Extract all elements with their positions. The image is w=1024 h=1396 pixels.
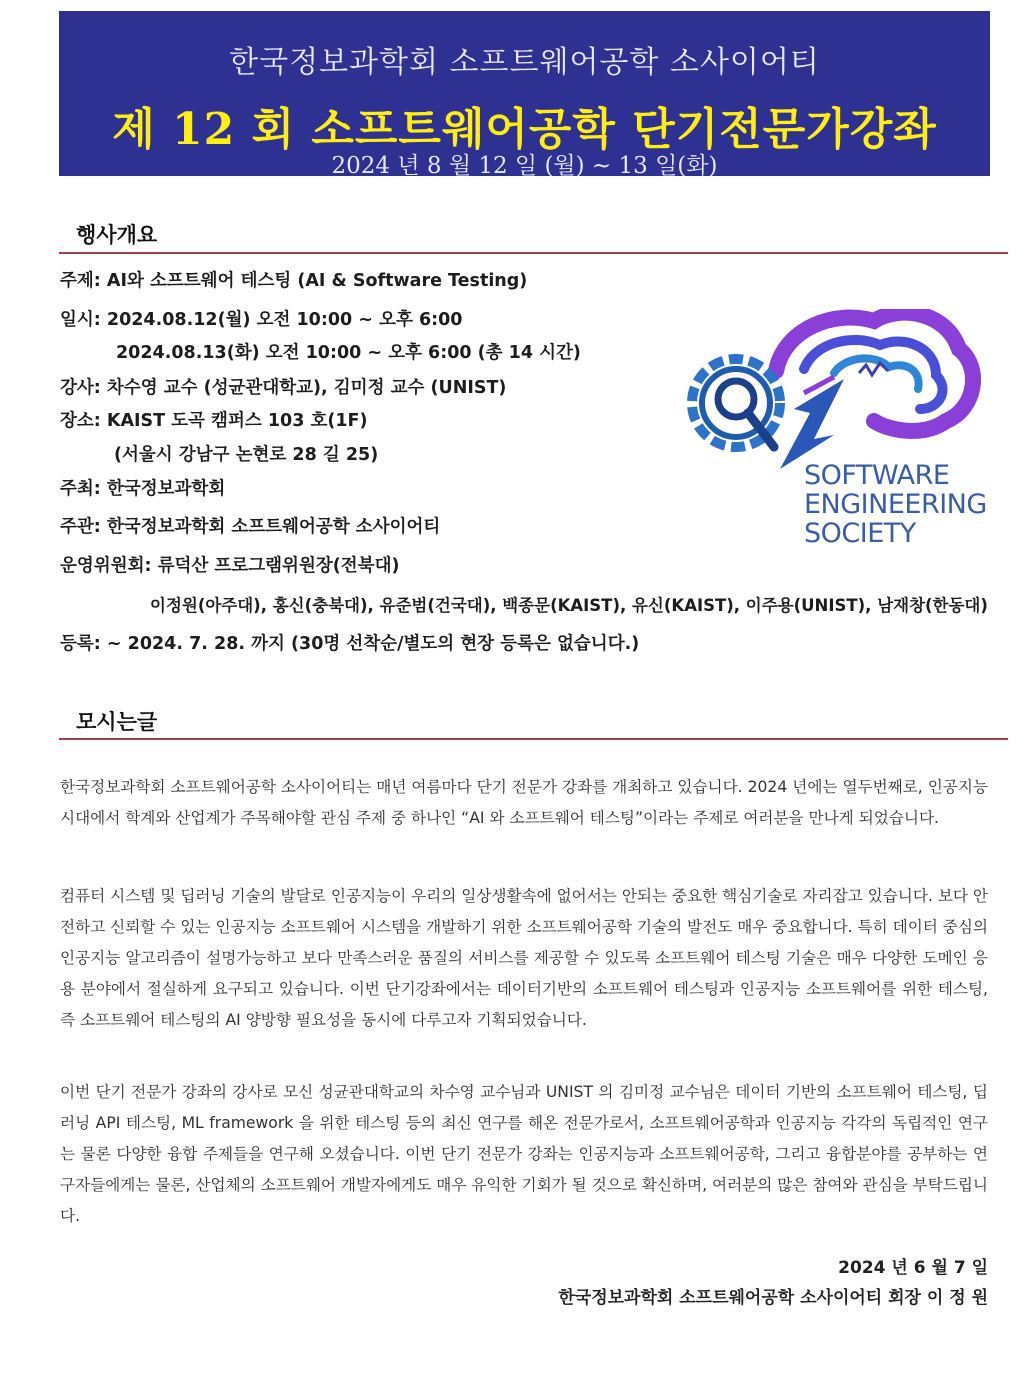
lecturers-line: 강사: 차수영 교수 (성균관대학교), 김미정 교수 (UNIST) bbox=[60, 378, 507, 398]
section-divider bbox=[59, 252, 1008, 254]
logo-text-society: SOCIETY bbox=[804, 518, 916, 549]
organization-title: 한국정보과학회 소프트웨어공학 소사이어티 bbox=[229, 45, 820, 80]
organizer-line: 주관: 한국정보과학회 소프트웨어공학 소사이어티 bbox=[60, 517, 441, 537]
section-divider bbox=[59, 738, 1008, 740]
event-title: 제 12 회 소프트웨어공학 단기전문가강좌 bbox=[112, 104, 937, 155]
date-line-2: 2024.08.13(화) 오전 10:00 ~ 오후 6:00 (총 14 시간) bbox=[116, 343, 581, 363]
header-banner bbox=[59, 11, 990, 179]
invitation-paragraph-1: 한국정보과학회 소프트웨어공학 소사이어티는 매년 여름마다 단기 전문가 강좌를 개최하고 있습니다. 2024 년에는 열두번째로, 인공지능시대에서 학계와 산업계가 주목해야할 관심 주제 중 하나인 “AI 와 소프트웨어 테스팅”이라는 주제로 여러분을 만나게 되었습니다. bbox=[60, 778, 988, 827]
invitation-paragraph-3: 이번 단기 전문가 강좌의 강사로 모신 성균관대학교의 차수영 교수님과 UNIST 의 김미정 교수님은 데이터 기반의 소프트웨어 테스팅, 딥러닝 API 테스팅, ML framework 을 위한 테스팅 등의 최신 연구를 해온 전문가로서, 소프트웨어공학과 인공지능 각각의 독립적인 연구는 물론 다양한 융합 주제들을 연구해 오셨습니다. 이번 단기 전문가 강좌는 인공지능과 소프트웨어공학, 그리고 융합분야를 공부하는 연구자들에게는 물론, 산업체의 소프트웨어 개발자에게도 매우 유익한 기회가 될 것으로 확신하며, 여러분의 많은 참여와 관심을 부탁드립니다. bbox=[60, 1083, 988, 1225]
committee-line: 운영위원회: 류덕산 프로그램위원장(전북대) bbox=[60, 556, 400, 576]
overview-heading: 행사개요 bbox=[76, 223, 158, 247]
venue-line-1: 장소: KAIST 도곡 캠퍼스 103 호(1F) bbox=[60, 411, 368, 431]
date-line-1: 일시: 2024.08.12(월) 오전 10:00 ~ 오후 6:00 bbox=[60, 310, 463, 330]
invitation-paragraph-2: 컴퓨터 시스템 및 딥러닝 기술의 발달로 인공지능이 우리의 일상생활속에 없어서는 안되는 중요한 핵심기술로 자리잡고 있습니다. 보다 안전하고 신뢰할 수 있는 인공지능 소프트웨어 시스템을 개발하기 위한 소프트웨어공학 기술의 발전도 매우 중요합니다. 특히 데이터 중심의 인공지능 알고리즘이 설명가능하고 보다 만족스러운 품질의 서비스를 제공할 수 있도록 소프트웨어 테스팅 기술은 매우 다양한 도메인 응용 분야에서 절실하게 요구되고 있습니다. 이번 단기강좌에서는 데이터기반의 소프트웨어 테스팅과 인공지능 소프트웨어를 위한 테스팅, 즉 소프트웨어 테스팅의 AI 양방향 필요성을 동시에 다루고자 기획되었습니다. bbox=[60, 887, 988, 1029]
signature-date: 2024 년 6 월 7 일 bbox=[838, 1258, 988, 1278]
event-date: 2024 년 8 월 12 일 (월) ~ 13 일(화) bbox=[331, 153, 718, 179]
venue-line-2: (서울시 강남구 논현로 28 길 25) bbox=[114, 445, 379, 465]
registration-line: 등록: ~ 2024. 7. 28. 까지 (30명 선착순/별도의 현장 등록은 없습니다.) bbox=[60, 634, 640, 654]
logo-text-software: SOFTWARE bbox=[804, 460, 950, 491]
topic-line: 주제: AI와 소프트웨어 테스팅 (AI & Software Testing) bbox=[60, 271, 528, 291]
host-line: 주최: 한국정보과학회 bbox=[60, 479, 226, 499]
logo-text-engineering: ENGINEERING bbox=[804, 489, 987, 520]
committee-members: 이정원(아주대), 홍신(충북대), 유준범(건국대), 백종문(KAIST), 유신(KAIST), 이주용(UNIST), 남재창(한동대) bbox=[150, 596, 988, 615]
signature-signer: 한국정보과학회 소프트웨어공학 소사이어티 회장 이 정 원 bbox=[558, 1288, 988, 1308]
invitation-heading: 모시는글 bbox=[76, 710, 158, 734]
